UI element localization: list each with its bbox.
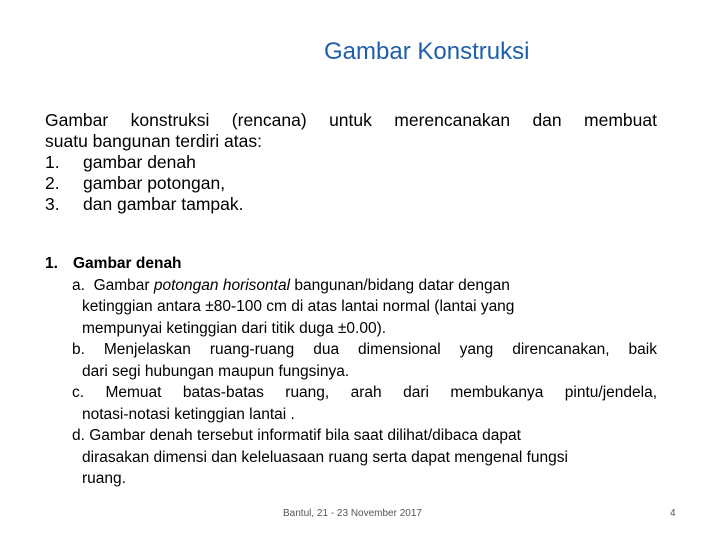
intro-paragraph bbox=[45, 110, 657, 215]
intro-list-item bbox=[45, 194, 657, 215]
subitem-a-line-3: mempunyai ketinggian dari titik duga ±0.00). bbox=[82, 319, 387, 337]
subitem-a bbox=[72, 275, 657, 340]
subitem-d-line-1: d. Gambar denah tersebut informatif bila saat dilihat/dibaca dapat bbox=[72, 427, 521, 444]
list-text: gambar denah bbox=[83, 152, 196, 172]
intro-list-item bbox=[45, 152, 657, 173]
subitem-a-line-2: ketinggian antara ±80-100 cm di atas lantai normal (lantai yang bbox=[82, 298, 515, 315]
subitem-b-line-1: b. Menjelaskan ruang-ruang dua dimensional yang direncanakan, baik bbox=[72, 341, 657, 358]
footer-date: Bantul, 21 - 23 November 2017 bbox=[283, 508, 422, 519]
subitem-a-post: bangunan/bidang datar dengan bbox=[290, 276, 510, 294]
section-number: 1. bbox=[45, 255, 58, 272]
subitem-a-line-1 bbox=[72, 275, 657, 297]
slide-title: Gambar Konstruksi bbox=[324, 38, 530, 65]
subitem-d-line-2: dirasakan dimensi dan keleluasaan ruang serta dapat mengenal fungsi bbox=[82, 448, 568, 466]
subitem-d-line-3: ruang. bbox=[82, 470, 126, 487]
page-number: 4 bbox=[670, 508, 676, 519]
list-number: 2. bbox=[45, 173, 60, 193]
list-text: dan gambar tampak. bbox=[83, 194, 244, 214]
section-gambar-denah bbox=[45, 253, 657, 490]
subitem-label: a. bbox=[72, 276, 85, 294]
subitem-c bbox=[72, 382, 657, 425]
subitem-b-line-2: dari segi hubungan maupun fungsinya. bbox=[82, 362, 350, 380]
list-number: 3. bbox=[45, 194, 60, 214]
intro-line-1: Gambar konstruksi (rencana) untuk merencanakan dan membuat bbox=[45, 110, 657, 130]
subitem-c-line-2: notasi-notasi ketinggian lantai . bbox=[82, 405, 295, 423]
intro-list-item bbox=[45, 173, 657, 194]
list-text: gambar potongan, bbox=[83, 173, 226, 193]
subitem-d bbox=[72, 425, 657, 490]
subitem-c-line-1: c. Memuat batas-batas ruang, arah dari membukanya pintu/jendela, bbox=[72, 384, 657, 401]
intro-line-2: suatu bangunan terdiri atas: bbox=[45, 131, 262, 151]
subitem-a-pre: Gambar bbox=[93, 276, 154, 294]
section-heading bbox=[45, 253, 657, 275]
section-heading-text: Gambar denah bbox=[73, 255, 182, 272]
subitem-b bbox=[72, 339, 657, 382]
list-number: 1. bbox=[45, 152, 60, 172]
subitem-a-italic: potongan horisontal bbox=[153, 276, 291, 294]
